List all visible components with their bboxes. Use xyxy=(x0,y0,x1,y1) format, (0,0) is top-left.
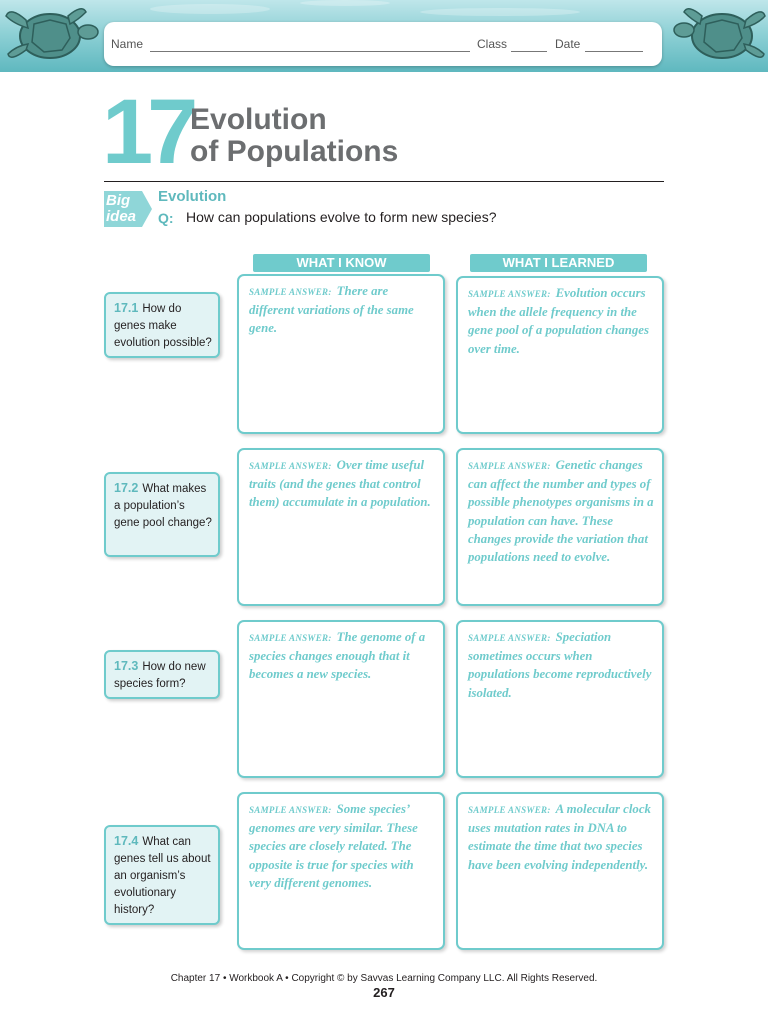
sample-answer-label: SAMPLE ANSWER: xyxy=(468,461,551,471)
class-field[interactable] xyxy=(511,51,547,52)
sample-answer-label: SAMPLE ANSWER: xyxy=(249,461,332,471)
section-number: 17.4 xyxy=(114,834,139,848)
section-question: What makes a population’s gene pool change? xyxy=(114,483,212,529)
section-number: 17.1 xyxy=(114,301,139,315)
big-idea-badge-line1: Big xyxy=(106,192,131,209)
name-class-date-bar xyxy=(104,22,662,66)
sample-answer-label: SAMPLE ANSWER: xyxy=(468,289,551,299)
column-header-what-i-learned: WHAT I LEARNED xyxy=(470,254,647,272)
section-question: How do new species form? xyxy=(114,661,206,690)
name-field[interactable] xyxy=(150,51,470,52)
section-number: 17.2 xyxy=(114,481,139,495)
chapter-title-line2: of Populations xyxy=(190,135,399,168)
sea-turtle-left-icon xyxy=(4,2,104,68)
copyright-footer: Chapter 17 • Workbook A • Copyright © by Savvas Learning Company LLC. All Rights Reserved. xyxy=(170,973,598,984)
chapter-title-line1: Evolution xyxy=(190,103,327,136)
section-number: 17.3 xyxy=(114,659,139,673)
what-i-know-box-17-2[interactable] xyxy=(237,448,445,606)
what-i-learned-box-17-4[interactable] xyxy=(456,792,664,950)
section-question: What can genes tell us about an organism’s evolutionary history? xyxy=(114,836,211,916)
big-idea-badge-line2: idea xyxy=(106,208,137,225)
sample-answer-label: SAMPLE ANSWER: xyxy=(249,633,332,643)
question-box-17-1 xyxy=(104,292,220,358)
page-number: 267 xyxy=(373,985,395,1000)
sample-answer-label: SAMPLE ANSWER: xyxy=(249,287,332,297)
what-i-know-box-17-3[interactable] xyxy=(237,620,445,778)
what-i-learned-box-17-1[interactable] xyxy=(456,276,664,434)
question-box-17-2 xyxy=(104,472,220,557)
date-field[interactable] xyxy=(585,51,643,52)
chapter-number: 17 xyxy=(102,81,193,183)
know-answer: Some species’ genomes are very similar. These species are closely related. The opposite is true for species with very different genomes. xyxy=(249,802,418,890)
what-i-know-box-17-1[interactable] xyxy=(237,274,445,434)
date-label: Date xyxy=(555,37,581,51)
what-i-learned-box-17-2[interactable] xyxy=(456,448,664,606)
sample-answer-label: SAMPLE ANSWER: xyxy=(249,805,332,815)
learned-answer: Speciation sometimes occurs when populations become reproductively isolated. xyxy=(468,630,652,700)
big-idea-question: How can populations evolve to form new species? xyxy=(186,209,497,225)
sample-answer-label: SAMPLE ANSWER: xyxy=(468,805,551,815)
learned-answer: A molecular clock uses mutation rates in DNA to estimate the time that two species have been evolving independently. xyxy=(468,802,651,872)
column-header-what-i-know: WHAT I KNOW xyxy=(253,254,430,272)
sea-turtle-right-icon xyxy=(666,2,766,68)
name-label: Name xyxy=(111,37,144,51)
class-label: Class xyxy=(477,37,508,51)
know-answer: The genome of a species changes enough that it becomes a new species. xyxy=(249,630,426,682)
big-idea-badge xyxy=(104,191,150,227)
question-label: Q: xyxy=(158,210,174,226)
what-i-learned-box-17-3[interactable] xyxy=(456,620,664,778)
question-box-17-3 xyxy=(104,650,220,699)
sample-answer-label: SAMPLE ANSWER: xyxy=(468,633,551,643)
section-question: How do genes make evolution possible? xyxy=(114,303,212,349)
question-box-17-4 xyxy=(104,825,220,925)
learned-answer: Genetic changes can affect the number and types of possible phenotypes organisms in a population can have. These changes provide the variation that populations need to evolve. xyxy=(468,458,654,565)
big-idea-topic: Evolution xyxy=(158,188,227,205)
know-answer: There are different variations of the same gene. xyxy=(249,284,414,336)
learned-answer: Evolution occurs when the allele frequency in the gene pool of a population changes over time. xyxy=(468,286,649,356)
what-i-know-box-17-4[interactable] xyxy=(237,792,445,950)
title-divider xyxy=(104,181,664,182)
know-answer: Over time useful traits (and the genes that control them) accumulate in a population. xyxy=(249,458,431,510)
